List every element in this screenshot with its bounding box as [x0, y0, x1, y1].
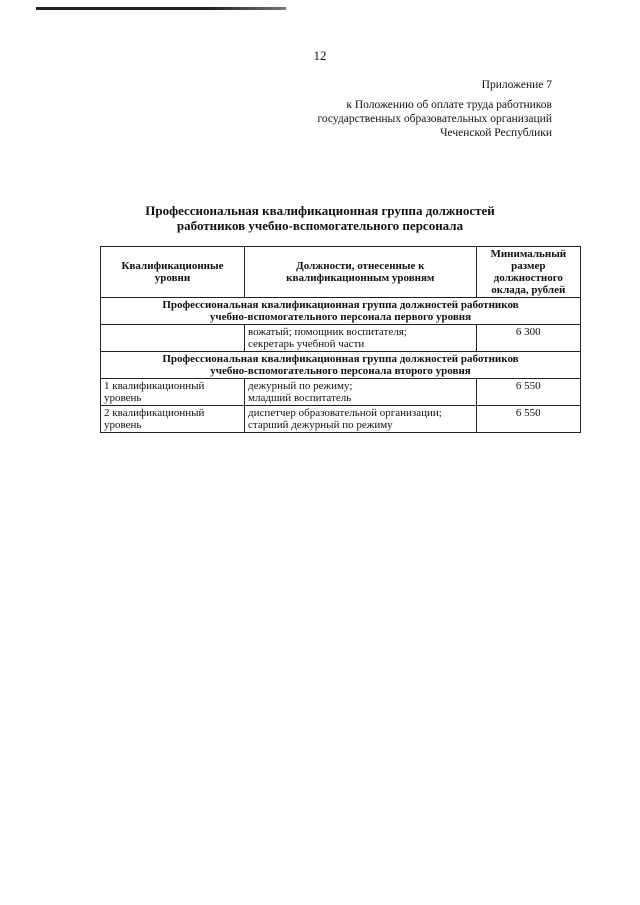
group-heading-line: учебно-вспомогательного персонала второго уровня: [210, 365, 471, 377]
appendix-line: Чеченской Республики: [440, 127, 552, 139]
group-heading-row: [101, 298, 581, 325]
group-heading-line: Профессиональная квалификационная группа должностей работников: [162, 299, 519, 311]
level-cell: 1 квалификационный уровень: [101, 379, 245, 406]
salary-cell: 6 550: [476, 379, 580, 406]
header-salary: Минимальный размер должностного оклада, рублей: [476, 247, 580, 298]
header-levels: Квалификационные уровни: [101, 247, 245, 298]
group-heading-line: Профессиональная квалификационная группа должностей работников: [162, 353, 519, 365]
page-number: 12: [313, 48, 327, 63]
level-cell: 2 квалификационный уровень: [101, 406, 245, 433]
group-heading-row: [101, 352, 581, 379]
table-row: [101, 406, 581, 433]
appendix-block: [317, 78, 552, 140]
positions-line: дежурный по режиму;: [248, 380, 353, 392]
top-rule: [36, 7, 286, 10]
table-row: [101, 379, 581, 406]
table-row: [101, 325, 581, 352]
appendix-line: государственных образовательных организаций: [317, 113, 552, 125]
group-heading-line: учебно-вспомогательного персонала первого уровня: [209, 311, 472, 323]
header-positions: Должности, отнесенные к квалификационным уровням: [245, 247, 477, 298]
positions-line: старший дежурный по режиму: [248, 419, 393, 431]
salary-cell: 6 300: [476, 325, 580, 352]
title-line: Профессиональная квалификационная группа должностей: [145, 203, 495, 218]
level-cell: [101, 325, 245, 352]
positions-cell: [245, 406, 477, 433]
salary-cell: 6 550: [476, 406, 580, 433]
group-heading: [101, 352, 581, 379]
appendix-label: Приложение 7: [481, 79, 552, 91]
positions-cell: [245, 325, 477, 352]
positions-line: вожатый; помощник воспитателя;: [248, 326, 407, 338]
salary-table: [100, 246, 581, 433]
appendix-line: к Положению об оплате труда работников: [346, 99, 552, 111]
positions-cell: [245, 379, 477, 406]
group-heading: [101, 298, 581, 325]
table-header-row: [101, 247, 581, 298]
title-line: работников учебно-вспомогательного персонала: [176, 218, 464, 233]
positions-line: младший воспитатель: [248, 392, 352, 404]
positions-line: диспетчер образовательной организации;: [248, 407, 442, 419]
positions-line: секретарь учебной части: [248, 338, 365, 350]
document-title: [0, 203, 640, 233]
